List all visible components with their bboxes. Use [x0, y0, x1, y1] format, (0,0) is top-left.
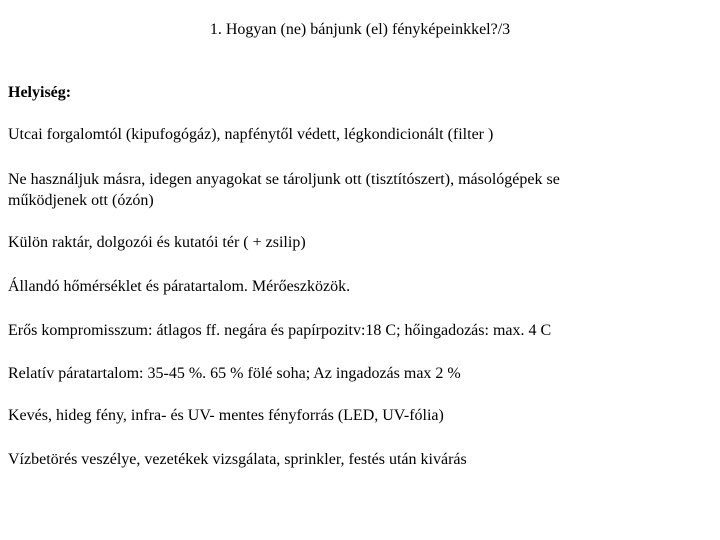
- paragraph-line: működjenek ott (ózón): [8, 192, 154, 209]
- paragraph-line: Relatív páratartalom: 35-45 %. 65 % fölé soha; Az ingadozás max 2 %: [8, 365, 461, 382]
- slide-title: 1. Hogyan (ne) bánjunk (el) fényképeinkkel?/3: [209, 21, 511, 38]
- paragraph-water-damage: [8, 449, 708, 470]
- paragraph-air-protection: [8, 124, 708, 145]
- paragraph-constant-climate: [8, 276, 708, 297]
- paragraph-humidity: [8, 363, 708, 384]
- paragraph-no-other-use: [8, 169, 708, 211]
- paragraph-line: Kevés, hideg fény, infra- és UV- mentes fényforrás (LED, UV-fólia): [8, 407, 444, 424]
- paragraph-line: Utcai forgalomtól (kipufogógáz), napfénytől védett, légkondicionált (filter ): [8, 126, 494, 143]
- paragraph-line: Vízbetörés veszélye, vezetékek vizsgálata, sprinkler, festés után kivárás: [8, 451, 467, 468]
- paragraph-line: Erős kompromisszum: átlagos ff. negára és papírpozitv:18 C; hőingadozás: max. 4 C: [8, 322, 552, 339]
- paragraph-line: Ne használjuk másra, idegen anyagokat se tároljunk ott (tisztítószert), másológépek se: [8, 171, 560, 188]
- paragraph-line: Állandó hőmérséklet és páratartalom. Mérőeszközök.: [8, 278, 351, 295]
- paragraph-lighting: [8, 405, 708, 426]
- paragraph-line: Külön raktár, dolgozói és kutatói tér ( + zsilip): [8, 234, 306, 251]
- paragraph-separate-rooms: [8, 232, 708, 253]
- paragraph-temperature: [8, 320, 708, 341]
- section-heading: Helyiség:: [8, 84, 72, 101]
